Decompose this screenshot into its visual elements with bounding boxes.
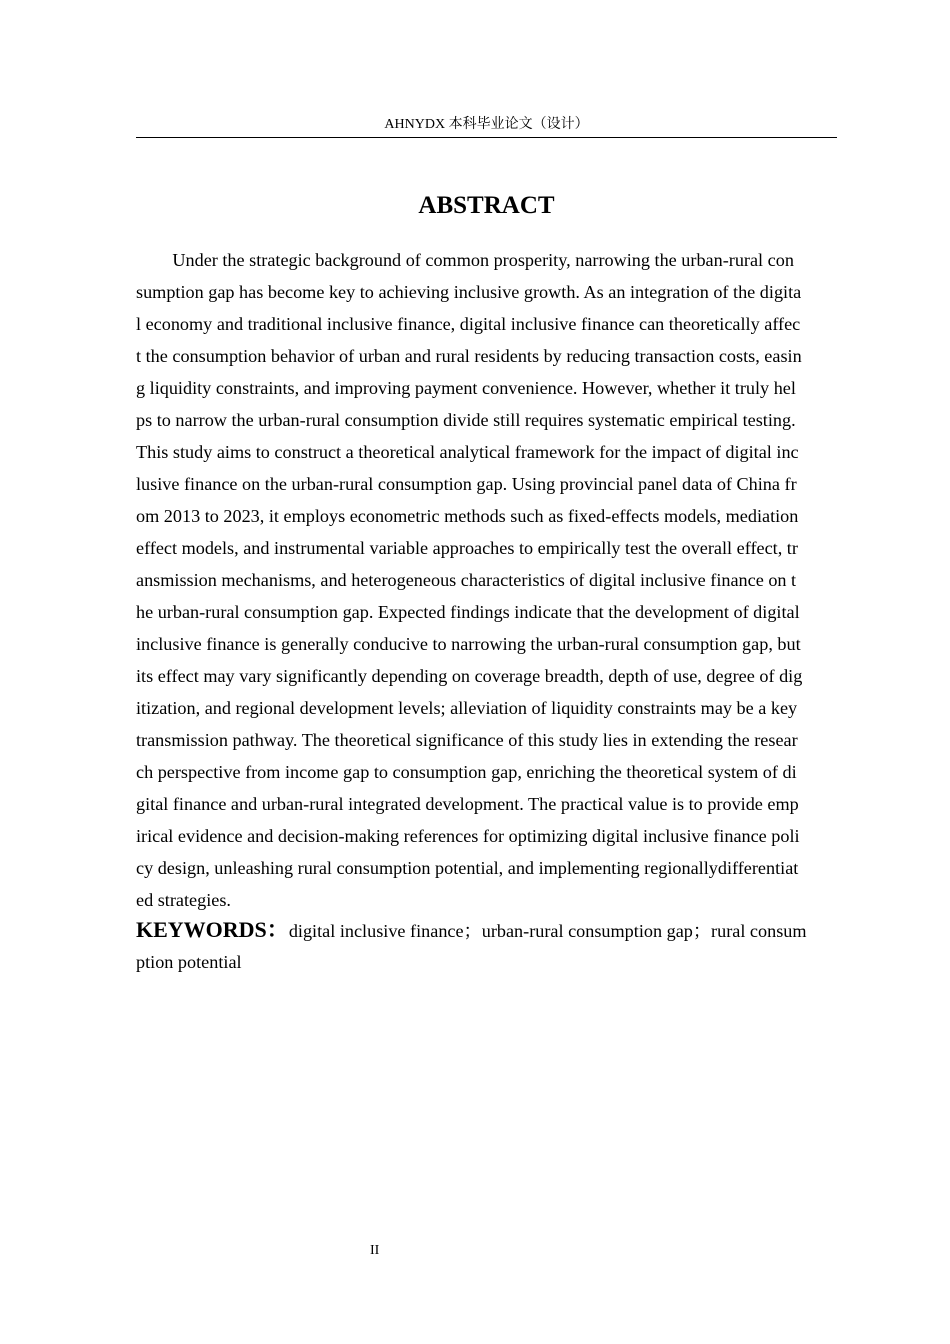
abstract-line: g liquidity constraints, and improving payment convenience. However, whether it truly hel: [136, 378, 796, 398]
keywords-label: KEYWORDS：: [136, 917, 289, 942]
header-rule: [136, 137, 837, 138]
keywords-section: [136, 914, 837, 978]
abstract-line: ansmission mechanisms, and heterogeneous characteristics of digital inclusive finance on t: [136, 570, 797, 590]
keywords-line-2: ption potential: [136, 952, 242, 972]
abstract-line: l economy and traditional inclusive finance, digital inclusive finance can theoretically affec: [136, 314, 801, 334]
abstract-line: gital finance and urban-rural integrated development. The practical value is to provide emp: [136, 794, 799, 814]
abstract-title: ABSTRACT: [418, 192, 555, 219]
page-number: II: [370, 1243, 380, 1258]
abstract-line: ed strategies.: [136, 890, 231, 910]
abstract-line: This study aims to construct a theoretical analytical framework for the impact of digital inc: [136, 442, 799, 462]
abstract-line: irical evidence and decision-making references for optimizing digital inclusive finance poli: [136, 826, 800, 846]
abstract-line: its effect may vary significantly depending on coverage breadth, depth of use, degree of dig: [136, 666, 803, 686]
abstract-line: t the consumption behavior of urban and rural residents by reducing transaction costs, easin: [136, 346, 802, 366]
abstract-line: cy design, unleashing rural consumption potential, and implementing regionallydifferentiat: [136, 858, 799, 878]
abstract-line: lusive finance on the urban-rural consumption gap. Using provincial panel data of China fr: [136, 474, 797, 494]
keywords-line-1: [136, 914, 837, 946]
abstract-line: om 2013 to 2023, it employs econometric methods such as fixed-effects models, mediation: [136, 506, 799, 526]
running-header: AHNYDX 本科毕业论文（设计）: [384, 117, 589, 132]
abstract-body: [136, 244, 837, 916]
abstract-line: effect models, and instrumental variable approaches to empirically test the overall effect, tr: [136, 538, 798, 558]
keywords-text: digital inclusive finance；urban-rural consumption gap；rural consum: [288, 921, 807, 941]
abstract-line: itization, and regional development levels; alleviation of liquidity constraints may be a key: [136, 698, 798, 718]
abstract-line: sumption gap has become key to achieving inclusive growth. As an integration of the digita: [136, 282, 802, 302]
abstract-line: Under the strategic background of common prosperity, narrowing the urban-rural con: [136, 250, 794, 270]
abstract-line: ps to narrow the urban-rural consumption divide still requires systematic empirical testing.: [136, 410, 796, 430]
abstract-line: inclusive finance is generally conducive to narrowing the urban-rural consumption gap, but: [136, 634, 801, 654]
abstract-line: transmission pathway. The theoretical significance of this study lies in extending the resear: [136, 730, 798, 750]
abstract-line: ch perspective from income gap to consumption gap, enriching the theoretical system of di: [136, 762, 797, 782]
abstract-line: he urban-rural consumption gap. Expected findings indicate that the development of digital: [136, 602, 800, 622]
